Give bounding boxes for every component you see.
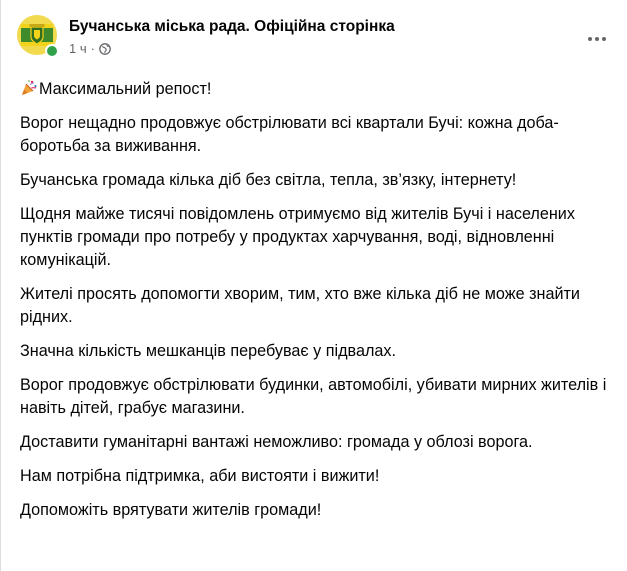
more-options-button[interactable]	[579, 21, 615, 57]
post-body	[20, 78, 616, 533]
post-header	[17, 15, 611, 65]
post-paragraph: Жителі просять допомогти хворим, тим, хто вже кілька діб не може знайти рідних.	[20, 285, 580, 326]
post-paragraph	[20, 78, 616, 101]
post-timestamp[interactable]: 1 ч	[69, 41, 87, 56]
post-paragraph: Значна кількість мешканців перебуває у підвалах.	[20, 342, 397, 360]
post-paragraph: Допоможіть врятувати жителів громади!	[20, 501, 322, 519]
post-paragraph: Ворог нещадно продовжує обстрілювати всі квартали Бучі: кожна доба- боротьба за виживання.	[20, 114, 559, 155]
post-paragraph: Щодня майже тисячі повідомлень отримуємо від жителів Бучі і населених пунктів громади про потребу у продуктах харчування, воді, відновленні комунікацій.	[20, 205, 575, 269]
post-paragraph: Нам потрібна підтримка, аби вистояти і вижити!	[20, 467, 380, 485]
page-name-link[interactable]: Бучанська міська рада. Офіційна сторінка	[69, 18, 395, 35]
page-avatar[interactable]	[17, 15, 57, 55]
more-options-icon	[588, 37, 606, 41]
meta-separator: ·	[90, 41, 95, 56]
post-paragraph: Бучанська громада кілька діб без світла, тепла, зв’язку, інтернету!	[20, 171, 517, 189]
party-popper-icon	[20, 79, 38, 97]
post-paragraph: Ворог продовжує обстрілювати будинки, автомобілі, убивати мирних жителів і навіть дітей, грабує магазини.	[20, 376, 607, 417]
globe-icon[interactable]	[99, 43, 111, 55]
post-paragraph: Доставити гуманітарні вантажі неможливо: громада у облозі ворога.	[20, 433, 533, 451]
post-meta	[69, 41, 111, 56]
online-status-indicator	[45, 44, 59, 58]
paragraph-text: Максимальний репост!	[39, 80, 212, 98]
